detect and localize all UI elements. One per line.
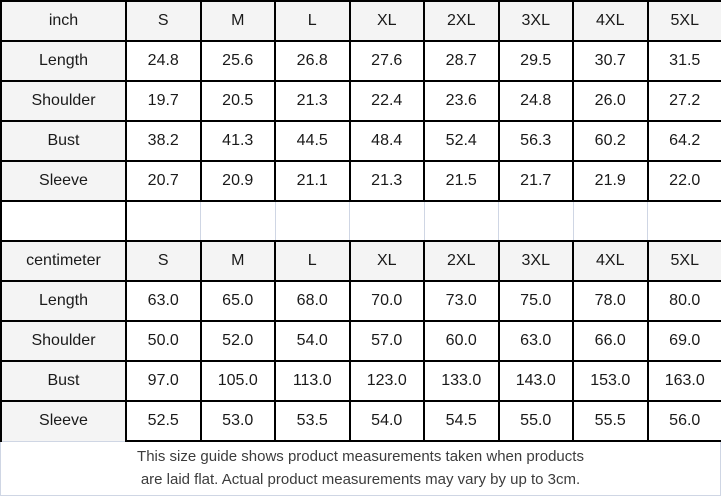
value-cell: 38.2 — [126, 121, 201, 161]
table-row — [1, 361, 721, 401]
value-cell: 63.0 — [499, 321, 574, 361]
value-cell: 31.5 — [648, 41, 721, 81]
value-cell: 30.7 — [573, 41, 648, 81]
value-cell: 52.4 — [424, 121, 499, 161]
value-cell: 52.5 — [126, 401, 201, 441]
value-cell: 63.0 — [126, 281, 201, 321]
spacer-cell — [275, 201, 350, 241]
spacer-cell — [126, 201, 201, 241]
value-cell: 21.7 — [499, 161, 574, 201]
value-cell: 21.1 — [275, 161, 350, 201]
table-row — [1, 161, 721, 201]
size-header-cell: 4XL — [573, 241, 648, 281]
row-label-cell: Sleeve — [1, 401, 126, 441]
spacer-cell — [499, 201, 574, 241]
size-header-cell: S — [126, 1, 201, 41]
value-cell: 97.0 — [126, 361, 201, 401]
value-cell: 53.5 — [275, 401, 350, 441]
spacer-row — [1, 201, 721, 241]
value-cell: 143.0 — [499, 361, 574, 401]
table-row — [1, 321, 721, 361]
value-cell: 54.0 — [275, 321, 350, 361]
value-cell: 21.9 — [573, 161, 648, 201]
value-cell: 22.4 — [350, 81, 425, 121]
value-cell: 66.0 — [573, 321, 648, 361]
value-cell: 65.0 — [201, 281, 276, 321]
value-cell: 70.0 — [350, 281, 425, 321]
row-label-cell: Shoulder — [1, 81, 126, 121]
value-cell: 41.3 — [201, 121, 276, 161]
value-cell: 21.3 — [275, 81, 350, 121]
value-cell: 68.0 — [275, 281, 350, 321]
value-cell: 24.8 — [499, 81, 574, 121]
size-header-cell: M — [201, 241, 276, 281]
value-cell: 23.6 — [424, 81, 499, 121]
value-cell: 75.0 — [499, 281, 574, 321]
spacer-cell — [1, 201, 126, 241]
table-row — [1, 81, 721, 121]
note-line-2: are laid flat. Actual product measurements may vary by up to 3cm. — [140, 470, 581, 488]
value-cell: 54.5 — [424, 401, 499, 441]
unit-header-cell: centimeter — [1, 241, 126, 281]
size-header-cell: XL — [350, 241, 425, 281]
value-cell: 27.2 — [648, 81, 721, 121]
value-cell: 54.0 — [350, 401, 425, 441]
table-row — [1, 401, 721, 441]
value-cell: 53.0 — [201, 401, 276, 441]
spacer-cell — [201, 201, 276, 241]
value-cell: 55.5 — [573, 401, 648, 441]
value-cell: 44.5 — [275, 121, 350, 161]
row-label-cell: Bust — [1, 361, 126, 401]
size-header-cell: L — [275, 241, 350, 281]
value-cell: 21.5 — [424, 161, 499, 201]
value-cell: 105.0 — [201, 361, 276, 401]
value-cell: 22.0 — [648, 161, 721, 201]
value-cell: 57.0 — [350, 321, 425, 361]
size-header-cell: L — [275, 1, 350, 41]
value-cell: 153.0 — [573, 361, 648, 401]
value-cell: 56.3 — [499, 121, 574, 161]
row-label-cell: Length — [1, 41, 126, 81]
spacer-cell — [648, 201, 721, 241]
spacer-cell — [350, 201, 425, 241]
value-cell: 64.2 — [648, 121, 721, 161]
row-label-cell: Shoulder — [1, 321, 126, 361]
size-header-cell: S — [126, 241, 201, 281]
size-header-cell: 3XL — [499, 241, 574, 281]
row-label-cell: Length — [1, 281, 126, 321]
row-label-cell: Bust — [1, 121, 126, 161]
value-cell: 19.7 — [126, 81, 201, 121]
value-cell: 163.0 — [648, 361, 721, 401]
value-cell: 26.0 — [573, 81, 648, 121]
unit-header-cell: inch — [1, 1, 126, 41]
size-header-cell: XL — [350, 1, 425, 41]
value-cell: 21.3 — [350, 161, 425, 201]
value-cell: 52.0 — [201, 321, 276, 361]
value-cell: 28.7 — [424, 41, 499, 81]
spacer-cell — [573, 201, 648, 241]
table-row — [1, 121, 721, 161]
size-header-cell: M — [201, 1, 276, 41]
value-cell: 24.8 — [126, 41, 201, 81]
size-header-cell: 3XL — [499, 1, 574, 41]
value-cell: 123.0 — [350, 361, 425, 401]
value-cell: 25.6 — [201, 41, 276, 81]
value-cell: 26.8 — [275, 41, 350, 81]
value-cell: 73.0 — [424, 281, 499, 321]
size-header-cell: 4XL — [573, 1, 648, 41]
note-line-1: This size guide shows product measurements taken when products — [137, 448, 584, 465]
size-header-cell: 5XL — [648, 1, 721, 41]
value-cell: 56.0 — [648, 401, 721, 441]
row-label-cell: Sleeve — [1, 161, 126, 201]
size-guide-note — [0, 442, 721, 496]
value-cell: 133.0 — [424, 361, 499, 401]
value-cell: 20.9 — [201, 161, 276, 201]
size-header-cell: 5XL — [648, 241, 721, 281]
value-cell: 55.0 — [499, 401, 574, 441]
size-header-cell: 2XL — [424, 1, 499, 41]
value-cell: 60.2 — [573, 121, 648, 161]
table-row — [1, 281, 721, 321]
centimeter-header-row — [1, 241, 721, 281]
table-row — [1, 41, 721, 81]
inch-header-row — [1, 1, 721, 41]
value-cell: 48.4 — [350, 121, 425, 161]
value-cell: 80.0 — [648, 281, 721, 321]
value-cell: 29.5 — [499, 41, 574, 81]
value-cell: 60.0 — [424, 321, 499, 361]
value-cell: 69.0 — [648, 321, 721, 361]
value-cell: 20.5 — [201, 81, 276, 121]
value-cell: 113.0 — [275, 361, 350, 401]
value-cell: 27.6 — [350, 41, 425, 81]
value-cell: 20.7 — [126, 161, 201, 201]
spacer-cell — [424, 201, 499, 241]
value-cell: 50.0 — [126, 321, 201, 361]
size-header-cell: 2XL — [424, 241, 499, 281]
value-cell: 78.0 — [573, 281, 648, 321]
